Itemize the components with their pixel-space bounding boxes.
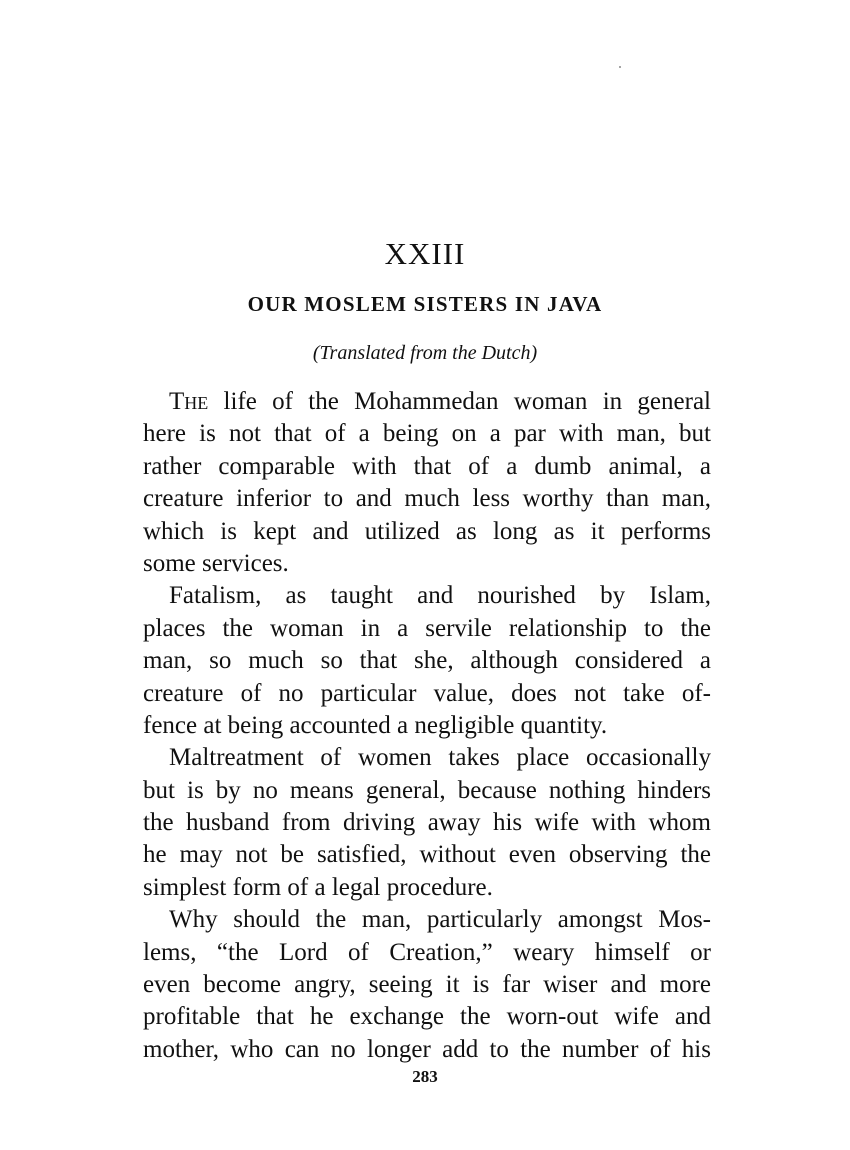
chapter-title: OUR MOSLEM SISTERS IN JAVA <box>247 292 603 316</box>
paragraph-3-line-4: he may not be satisfied, without even observing the <box>143 841 711 869</box>
paragraph-3-line-1: Maltreatment of women takes place occasionally <box>169 744 711 772</box>
paragraph-2-line-2: places the woman in a servile relationship to the <box>143 614 711 642</box>
paragraph-4-line-4: profitable that he exchange the worn-out wife and <box>143 1003 711 1031</box>
body-text <box>143 386 711 1066</box>
paragraph-4-line-3: even become angry, seeing it is far wiser and more <box>143 971 711 999</box>
paragraph-3-line-2: but is by no means general, because nothing hinders <box>143 776 711 804</box>
paragraph-1-line-6: some services. <box>143 549 289 577</box>
paragraph-2-line-3: man, so much so that she, although considered a <box>143 647 711 675</box>
paragraph-1-line-1 <box>143 386 711 418</box>
chapter-subtitle: (Translated from the Dutch) <box>312 342 538 364</box>
paragraph-2-line-4: creature of no particular value, does not take of- <box>143 679 711 707</box>
paragraph-3-line-3: the husband from driving away his wife with whom <box>143 809 711 837</box>
paragraph-2-line-5: fence at being accounted a negligible quantity. <box>143 711 608 739</box>
paragraph-2-line-1: Fatalism, as taught and nourished by Islam, <box>169 582 711 610</box>
lead-word: The <box>169 388 209 415</box>
paragraph-1-line-5: which is kept and utilized as long as it performs <box>143 517 711 545</box>
paragraph-3-line-5: simplest form of a legal procedure. <box>143 873 493 901</box>
paragraph-4-line-5: mother, who can no longer add to the number of his <box>143 1035 711 1063</box>
paragraph-1-line-3: rather comparable with that of a dumb animal, a <box>143 452 711 480</box>
line-text: life of the Mohammedan woman in general <box>208 388 711 415</box>
page-number: 283 <box>412 1067 438 1086</box>
paragraph-1-line-2: here is not that of a being on a par with man, but <box>143 420 711 448</box>
chapter-number: XXIII <box>384 236 466 271</box>
paragraph-1-line-4: creature inferior to and much less worthy than man, <box>143 485 711 513</box>
paragraph-4-line-1: Why should the man, particularly amongst Mos- <box>169 906 711 934</box>
print-speck <box>619 66 621 68</box>
paragraph-4-line-2: lems, “the Lord of Creation,” weary himself or <box>143 938 711 966</box>
